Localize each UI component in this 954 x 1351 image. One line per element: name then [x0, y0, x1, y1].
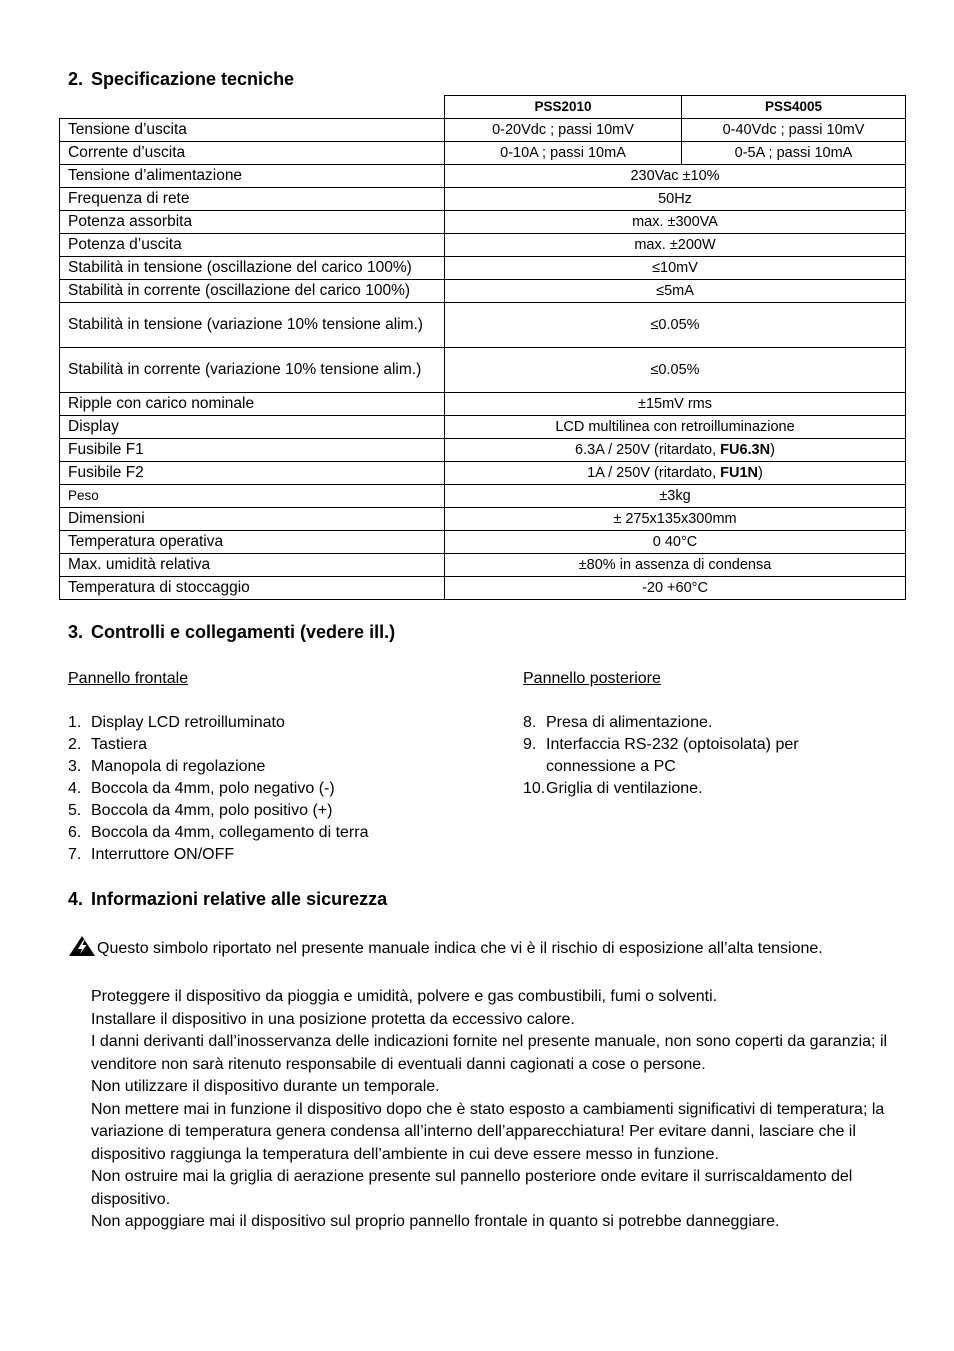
safety-heading-text: Informazioni relative alle sicurezza [91, 889, 388, 909]
table-row [60, 233, 906, 256]
row-label: Fusibile F2 [60, 461, 445, 484]
row-label: Stabilità in tensione (variazione 10% tensione alim.) [60, 302, 445, 347]
row-label: Tensione d’alimentazione [60, 164, 445, 187]
row-label: Corrente d’uscita [60, 141, 445, 164]
row-label: Ripple con carico nominale [60, 392, 445, 415]
list-text: Presa di alimentazione. [546, 714, 713, 731]
list-item [68, 822, 488, 844]
table-row [60, 141, 906, 164]
safety-paragraph: Installare il dispositivo in una posizione protetta da eccessivo calore. [91, 1010, 575, 1028]
row-label: Max. umidità relativa [60, 553, 445, 576]
table-row [60, 530, 906, 553]
list-text: Interruttore ON/OFF [91, 846, 235, 863]
table-row [60, 347, 906, 392]
safety-paragraphs [91, 986, 891, 1234]
front-panel-title: Pannello frontale [68, 670, 189, 687]
specs-heading [68, 69, 294, 90]
row-value-pss4005: 0-40Vdc ; passi 10mV [682, 118, 906, 141]
row-label: Temperatura operativa [60, 530, 445, 553]
row-value: ±80% in assenza di condensa [445, 553, 906, 576]
list-number: 1. [68, 714, 82, 731]
row-value: max. ±200W [445, 233, 906, 256]
list-number: 5. [68, 802, 82, 819]
table-row [60, 187, 906, 210]
list-item [523, 778, 823, 800]
row-value: ≤10mV [445, 256, 906, 279]
list-item [68, 734, 488, 756]
list-number: 2. [68, 736, 82, 753]
row-value-pss2010: 0-20Vdc ; passi 10mV [445, 118, 682, 141]
row-value: ≤5mA [445, 279, 906, 302]
table-row [60, 256, 906, 279]
list-item [68, 800, 488, 822]
list-item [523, 734, 823, 778]
row-label: Peso [60, 484, 445, 507]
row-label: Potenza assorbita [60, 210, 445, 233]
list-number: 9. [523, 736, 537, 753]
warning-triangle-icon [68, 935, 96, 957]
list-text: Tastiera [91, 736, 148, 753]
row-value: 230Vac ±10% [445, 164, 906, 187]
table-row [60, 118, 906, 141]
safety-paragraph: Proteggere il dispositivo da pioggia e umidità, polvere e gas combustibili, fumi o solventi. [91, 988, 718, 1005]
row-value: 0 40°C [445, 530, 906, 553]
list-text: Griglia di ventilazione. [546, 780, 703, 797]
fuse-code: FU1N [720, 464, 759, 481]
table-row [60, 392, 906, 415]
safety-paragraph: Non mettere mai in funzione il dispositivo dopo che è stato esposto a cambiamenti significativi di temperatura; la variazione di temperatura genera condensa all’interno dell’apparecchiatura! Per evitare danni, lasciare che il dispositivo raggiunga la temperatura dell’ambiente in cui deve essere messo in funzione. [91, 1100, 885, 1163]
row-label: Stabilità in corrente (oscillazione del carico 100%) [60, 279, 445, 302]
list-number: 8. [523, 714, 537, 731]
row-value: ≤0.05% [445, 347, 906, 392]
value-text: ) [770, 441, 775, 458]
list-number: 7. [68, 846, 82, 863]
fuse-code: FU6.3N [720, 441, 771, 458]
row-label: Display [60, 415, 445, 438]
row-label: Temperatura di stoccaggio [60, 576, 445, 599]
table-row [60, 553, 906, 576]
specs-heading-text: Specificazione tecniche [91, 69, 295, 89]
value-text: 1A / 250V (ritardato, [587, 464, 721, 481]
rear-panel-title: Pannello posteriore [523, 670, 661, 687]
table-row [60, 507, 906, 530]
list-text: Manopola di regolazione [91, 758, 266, 775]
table-row [60, 576, 906, 599]
list-number: 3. [68, 758, 82, 775]
row-label: Frequenza di rete [60, 187, 445, 210]
warning-line [68, 938, 823, 960]
warning-text: Questo simbolo riportato nel presente manuale indica che vi è il rischio di esposizione all’alta tensione. [97, 940, 823, 957]
row-value: ± 275x135x300mm [445, 507, 906, 530]
controls-heading [68, 622, 395, 643]
safety-paragraph: Non ostruire mai la griglia di aerazione presente sul pannello posteriore onde evitare il surriscaldamento del dispositivo. [91, 1168, 853, 1208]
table-row [60, 210, 906, 233]
specs-heading-number: 2. [68, 69, 84, 89]
table-row [60, 484, 906, 507]
list-text: Boccola da 4mm, polo negativo (-) [91, 780, 335, 797]
row-label: Potenza d’uscita [60, 233, 445, 256]
list-number: 4. [68, 780, 82, 797]
row-label: Tensione d’uscita [60, 118, 445, 141]
row-value: ±15mV rms [445, 392, 906, 415]
safety-paragraph: Non utilizzare il dispositivo durante un temporale. [91, 1078, 440, 1095]
table-header-row [60, 96, 906, 119]
rear-panel-list [523, 668, 823, 800]
row-value-pss2010: 0-10A ; passi 10mA [445, 141, 682, 164]
row-value-pss4005: 0-5A ; passi 10mA [682, 141, 906, 164]
table-row [60, 279, 906, 302]
safety-paragraph: I danni derivanti dall’inosservanza delle indicazioni fornite nel presente manuale, non sono coperti da garanzia; il venditore non sarà ritenuto responsabile di eventuali danni cagionati a cose o persone. [91, 1033, 888, 1073]
list-item [68, 712, 488, 734]
list-text: Interfaccia RS-232 (optoisolata) per connessione a PC [546, 736, 799, 775]
value-text: 6.3A / 250V (ritardato, [575, 441, 721, 458]
row-label: Fusibile F1 [60, 438, 445, 461]
row-value: ≤0.05% [445, 302, 906, 347]
front-panel-list [68, 668, 488, 866]
safety-paragraph: Non appoggiare mai il dispositivo sul proprio pannello frontale in quanto si potrebbe danneggiare. [91, 1213, 780, 1230]
controls-heading-number: 3. [68, 622, 84, 642]
list-number: 10. [523, 780, 546, 797]
row-value: LCD multilinea con retroilluminazione [445, 415, 906, 438]
row-value [445, 461, 906, 484]
row-value: 50Hz [445, 187, 906, 210]
row-label: Stabilità in corrente (variazione 10% tensione alim.) [60, 347, 445, 392]
list-item [68, 844, 488, 866]
table-row [60, 438, 906, 461]
table-row [60, 415, 906, 438]
header-pss2010: PSS2010 [445, 96, 682, 119]
spec-table [59, 95, 906, 600]
list-item [68, 778, 488, 800]
table-corner [60, 96, 445, 119]
row-value: max. ±300VA [445, 210, 906, 233]
controls-heading-text: Controlli e collegamenti (vedere ill.) [91, 622, 396, 642]
row-value [445, 438, 906, 461]
row-label: Dimensioni [60, 507, 445, 530]
row-value: -20 +60°C [445, 576, 906, 599]
list-text: Display LCD retroilluminato [91, 714, 285, 731]
value-text: ) [758, 464, 763, 481]
table-row [60, 302, 906, 347]
row-label: Stabilità in tensione (oscillazione del carico 100%) [60, 256, 445, 279]
table-row [60, 461, 906, 484]
safety-heading [68, 889, 387, 910]
header-pss4005: PSS4005 [682, 96, 906, 119]
list-number: 6. [68, 824, 82, 841]
safety-heading-number: 4. [68, 889, 84, 909]
rear-panel-items [523, 712, 823, 800]
list-item [68, 756, 488, 778]
list-item [523, 712, 823, 734]
list-text: Boccola da 4mm, collegamento di terra [91, 824, 369, 841]
front-panel-items [68, 712, 488, 866]
list-text: Boccola da 4mm, polo positivo (+) [91, 802, 333, 819]
table-body [60, 118, 906, 599]
row-value: ±3kg [445, 484, 906, 507]
table-row [60, 164, 906, 187]
